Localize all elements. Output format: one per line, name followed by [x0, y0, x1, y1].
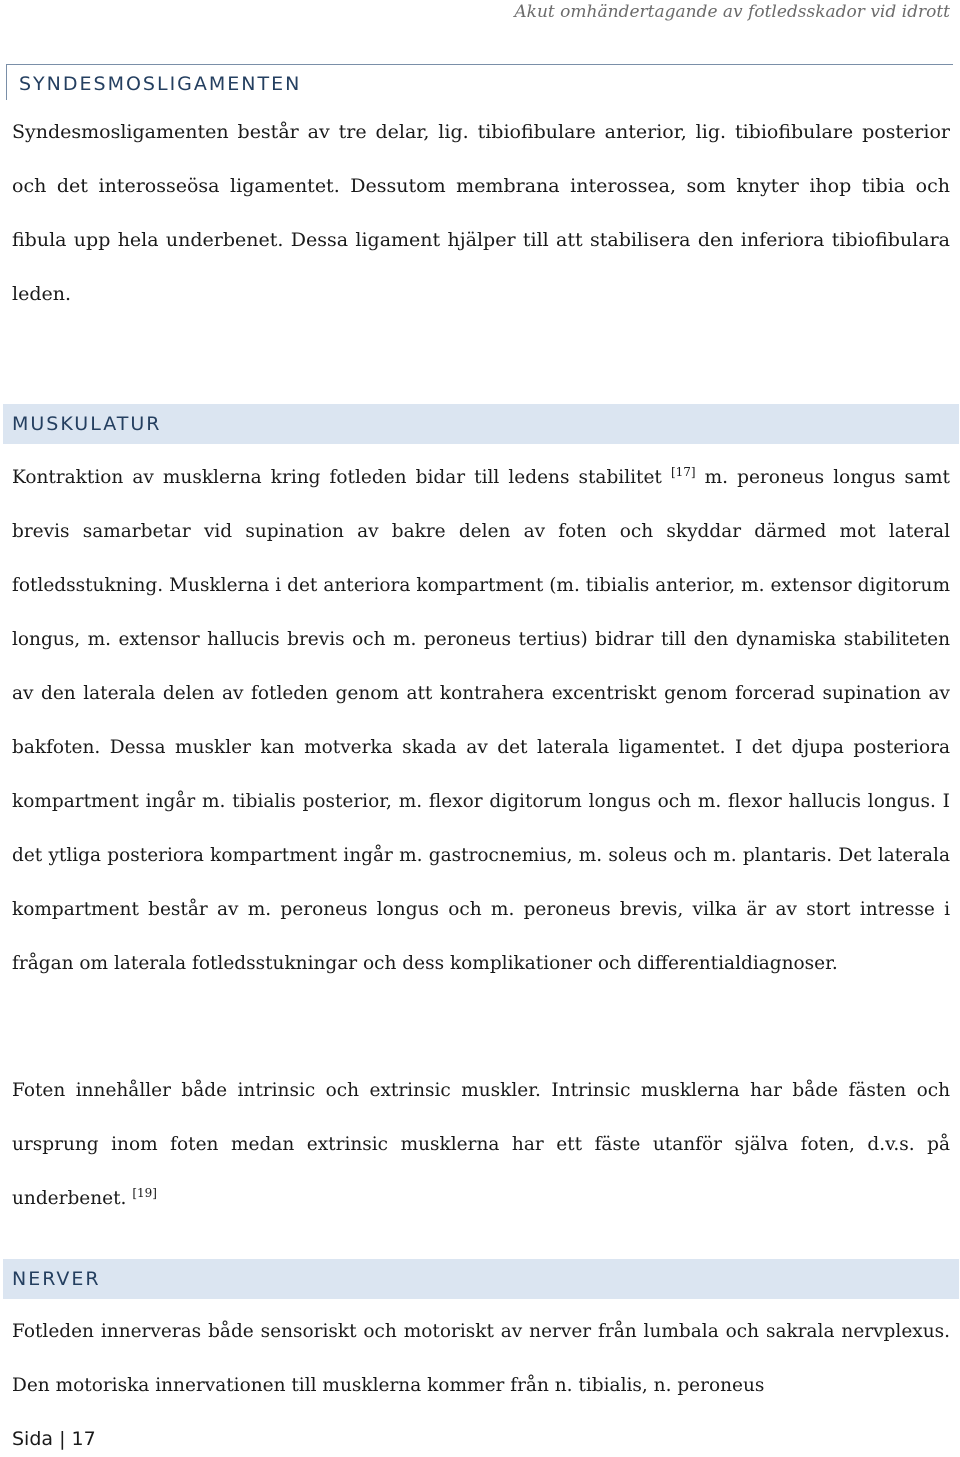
page-number: 17 [71, 1428, 96, 1450]
paragraph-text: m. peroneus longus samt brevis samarbetar vid supination av bakre delen av foten och skyddar därmed mot lateral fotledsstukning. Musklerna i det anteriora kompartment (m. tibialis anterior, m. extensor digitorum longus, m. extensor hallucis brevis och m. peroneus tertius) bidrar till den dynamiska stabiliteten av den laterala delen av fotleden genom att kontrahera excentriskt genom forcerad supination av bakfoten. Dessa muskler kan motverka skada av det laterala ligamentet. I det djupa posteriora kompartment ingår m. tibialis posterior, m. flexor digitorum longus och m. flexor hallucis longus. I det ytliga posteriora kompartment ingår m. gastrocnemius, m. soleus och m. plantaris. Det laterala kompartment består av m. peroneus longus och m. peroneus brevis, vilka är av stort intresse i frågan om laterala fotledsstukningar och dess komplikationer och differentialdiagnoser. [12, 467, 950, 974]
page-footer [12, 1428, 96, 1450]
section-heading-syndesmosligamenten: SYNDESMOSLIGAMENTEN [6, 64, 953, 100]
paragraph-syndesmosligamenten: Syndesmosligamenten består av tre delar, lig. tibiofibulare anterior, lig. tibiofibulare posterior och det interosseösa ligamentet. Dessutom membrana interossea, som knyter ihop tibia och fibula upp hela underbenet. Dessa ligament hjälper till att stabilisera den inferiora tibiofibulara leden. [12, 121, 950, 305]
section-heading-nerver: NERVER [3, 1259, 959, 1299]
running-header: Akut omhändertagande av fotledsskador vid idrott [514, 2, 950, 22]
paragraph-nerver: Fotleden innerveras både sensoriskt och motoriskt av nerver från lumbala och sakrala nervplexus. Den motoriska innervationen till musklerna kommer från n. tibialis, n. peroneus [12, 1321, 950, 1396]
paragraph-muskulatur-1 [12, 451, 950, 991]
paragraph-muskulatur-2 [12, 1064, 950, 1226]
paragraph-text: Kontraktion av musklerna kring fotleden bidar till ledens stabilitet [12, 467, 662, 488]
paragraph-text: Foten innehåller både intrinsic och extrinsic muskler. Intrinsic musklerna har både fästen och ursprung inom foten medan extrinsic musklerna har ett fäste utanför själva foten, d.v.s. på underbenet. [12, 1080, 950, 1209]
citation-ref: [17] [670, 465, 696, 479]
section-heading-muskulatur: MUSKULATUR [3, 404, 959, 444]
footer-label: Sida [12, 1428, 54, 1450]
citation-ref: [19] [132, 1186, 157, 1200]
footer-separator: | [59, 1428, 66, 1450]
